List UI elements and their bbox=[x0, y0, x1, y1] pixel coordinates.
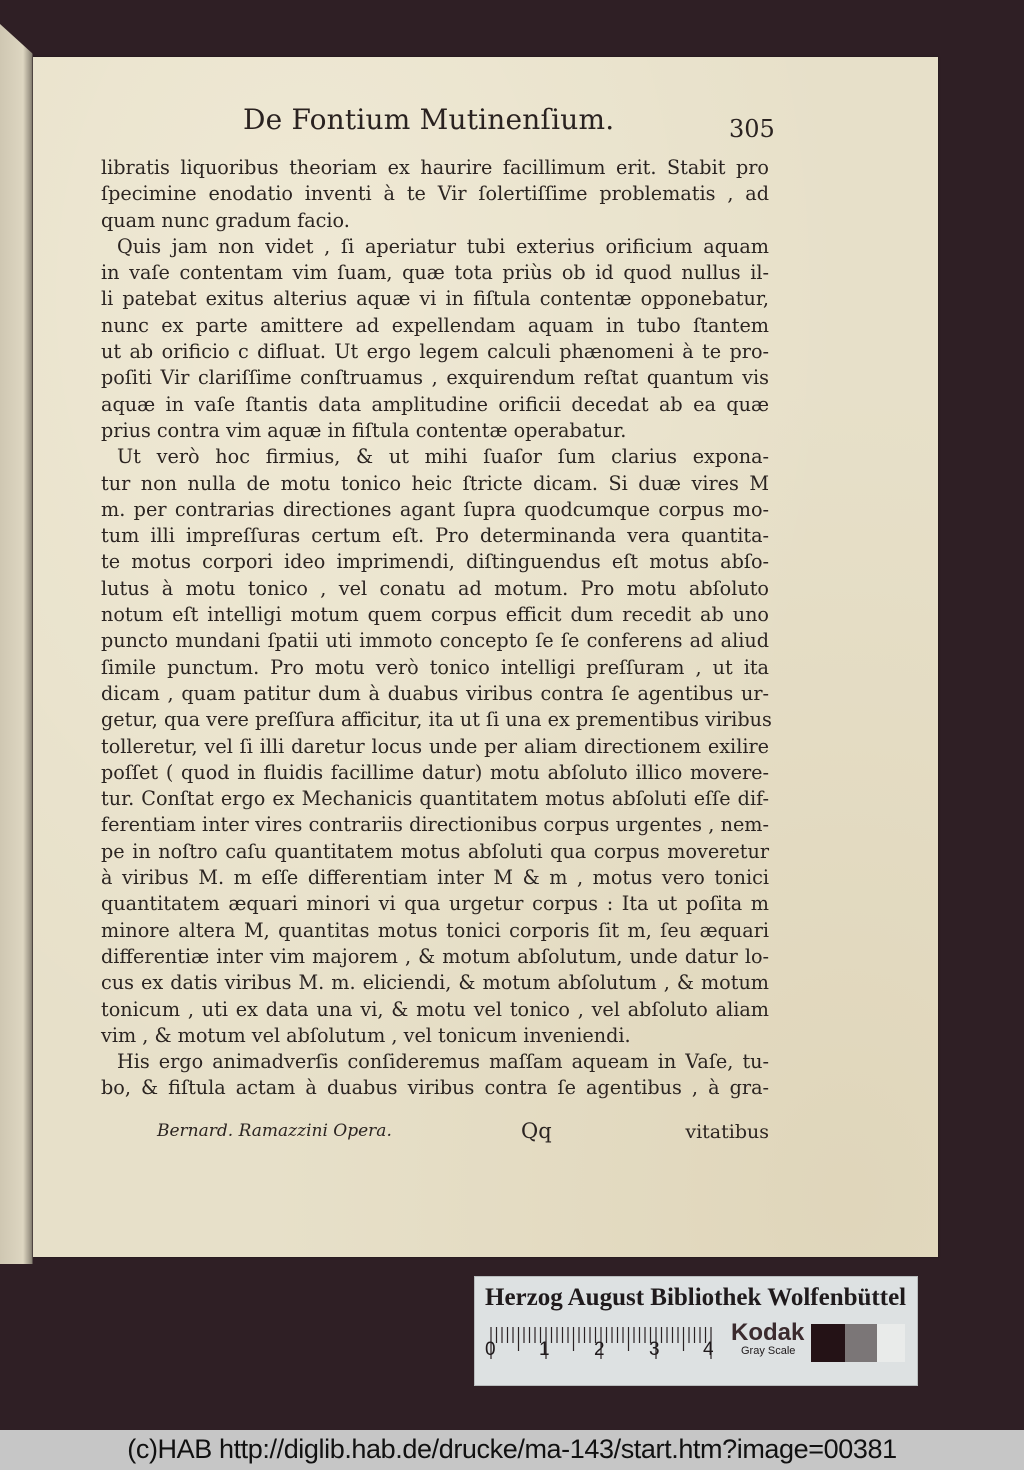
text-line: ſimile punctum. Pro motu verò tonico intelligi preſſuram , ut ita bbox=[101, 655, 769, 679]
body-text bbox=[101, 155, 772, 1102]
colour-reference-card bbox=[474, 1276, 918, 1386]
copyright-text: (c)HAB http://diglib.hab.de/drucke/ma-143/start.htm?image=00381 bbox=[127, 1434, 897, 1464]
text-line: poſſet ( quod in fluidis facillime datur) motu abſoluto illico movere- bbox=[101, 760, 769, 784]
library-name: Herzog August Bibliothek Wolfenbüttel bbox=[485, 1284, 907, 1311]
text-line: quam nunc gradum facio. bbox=[101, 208, 350, 232]
text-line: à viribus M. m eſſe differentiam inter M & m , motus vero tonici bbox=[101, 866, 769, 890]
text-line: minore altera M, quantitas motus tonici corporis ſit m, ſeu æquari bbox=[101, 918, 769, 942]
text-line: te motus corpori ideo imprimendi, diſtinguendus eſt motus abſo- bbox=[101, 550, 769, 574]
swatch-black bbox=[811, 1324, 845, 1362]
text-line: ut ab orificio c difluat. Ut ergo legem calculi phænomeni à te pro- bbox=[101, 340, 769, 364]
copyright-bar bbox=[0, 1430, 1024, 1470]
text-line: quantitatem æquari minori vi qua urgetur corpus : Ita ut poſita m bbox=[101, 892, 769, 916]
ruler-label: 2 bbox=[594, 1339, 605, 1360]
text-line: aquæ in vaſe ſtantis data amplitudine orificii decedat ab ea quæ bbox=[101, 392, 769, 416]
text-line: differentiæ inter vim majorem , & motum abſolutum, unde datur lo- bbox=[101, 944, 769, 968]
catchword: vitatibus bbox=[685, 1121, 769, 1143]
text-line: getur, qua vere preſſura afficitur, ita ut ſi una ex prementibus viribus bbox=[101, 708, 772, 732]
running-head: De Fontium Mutinenſium. bbox=[243, 103, 615, 136]
swatch-white bbox=[877, 1324, 905, 1362]
text-line: notum eſt intelligi motum quem corpus efficit dum recedit ab uno bbox=[101, 603, 769, 627]
text-line: tur non nulla de motu tonico heic ſtricte dicam. Si duæ vires M bbox=[101, 471, 769, 495]
signature-mark: Qq bbox=[521, 1119, 552, 1143]
text-line: cus ex datis viribus M. m. eliciendi, & motum abſolutum , & motum bbox=[101, 971, 769, 995]
page-footer bbox=[101, 1119, 769, 1149]
text-line: li patebat exitus alterius aquæ vi in fiſtula contentæ opponebatur, bbox=[101, 287, 769, 311]
text-line: ſpecimine enodatio inventi à te Vir ſolertiſſime problematis , ad bbox=[101, 182, 769, 206]
text-line: m. per contrarias directiones agant ſupra quodcumque corpus mo- bbox=[101, 497, 769, 521]
text-line: His ergo animadverſis conſideremus maſſam aqueam in Vaſe, tu- bbox=[117, 1050, 769, 1074]
text-line: puncto mundani ſpatii uti immoto concepto ſe ſe conferens ad aliud bbox=[101, 629, 769, 653]
text-line: lutus à motu tonico , vel conatu ad motum. Pro motu abſoluto bbox=[101, 576, 769, 600]
text-line: tolleretur, vel ſi illi daretur locus unde per aliam directionem exilire bbox=[101, 734, 769, 758]
text-line: nunc ex parte amittere ad expellendam aquam in tubo ſtantem bbox=[101, 313, 769, 337]
text-line: prius contra vim aquæ in fiſtula contentæ operabatur. bbox=[101, 418, 627, 442]
gray-scale-label: Gray Scale bbox=[741, 1345, 796, 1357]
text-line: poſiti Vir clariſſime conſtruamus , exquirendum reſtat quantum vis bbox=[101, 366, 769, 390]
text-line: in vaſe contentam vim ſuam, quæ tota priùs ob id quod nullus il- bbox=[101, 261, 769, 285]
ruler-label: 1 bbox=[539, 1339, 550, 1360]
text-line: ferentiam inter vires contrariis directionibus corpus urgentes , nem- bbox=[101, 813, 769, 837]
page-number: 305 bbox=[729, 115, 775, 143]
text-line: libratis liquoribus theoriam ex haurire facillimum erit. Stabit pro bbox=[101, 156, 769, 179]
left-page-edge bbox=[0, 24, 33, 1264]
text-line: Quis jam non videt , ſi aperiatur tubi exterius orificium aquam bbox=[117, 234, 769, 258]
ruler-label: 3 bbox=[649, 1339, 660, 1360]
text-line: Ut verò hoc firmius, & ut mihi ſuaſor ſum clarius expona- bbox=[117, 445, 769, 469]
ruler-label: 0 bbox=[485, 1339, 496, 1360]
book-page bbox=[33, 57, 938, 1257]
text-line: tum illi impreſſuras certum eſt. Pro determinanda vera quantita- bbox=[101, 524, 769, 548]
text-line: bo, & fiſtula actam à duabus viribus contra ſe agentibus , à gra- bbox=[101, 1076, 769, 1100]
text-line: tonicum , uti ex data una vi, & motu vel tonico , vel abſoluto aliam bbox=[101, 997, 769, 1021]
text-line: pe in noſtro caſu quantitatem motus abſoluti qua corpus moveretur bbox=[101, 839, 769, 863]
text-line: dicam , quam patitur dum à duabus viribus contra ſe agentibus ur- bbox=[101, 681, 769, 705]
kodak-logo: Kodak bbox=[731, 1319, 805, 1346]
text-line: tur. Conſtat ergo ex Mechanicis quantitatem motus abſoluti eſſe dif- bbox=[101, 787, 769, 811]
ruler-label: 4 bbox=[703, 1339, 714, 1360]
text-line: vim , & motum vel abſolutum , vel tonicum inveniendi. bbox=[101, 1023, 631, 1047]
signature-note: Bernard. Ramazzini Opera. bbox=[157, 1121, 392, 1141]
swatch-gray bbox=[845, 1324, 877, 1362]
